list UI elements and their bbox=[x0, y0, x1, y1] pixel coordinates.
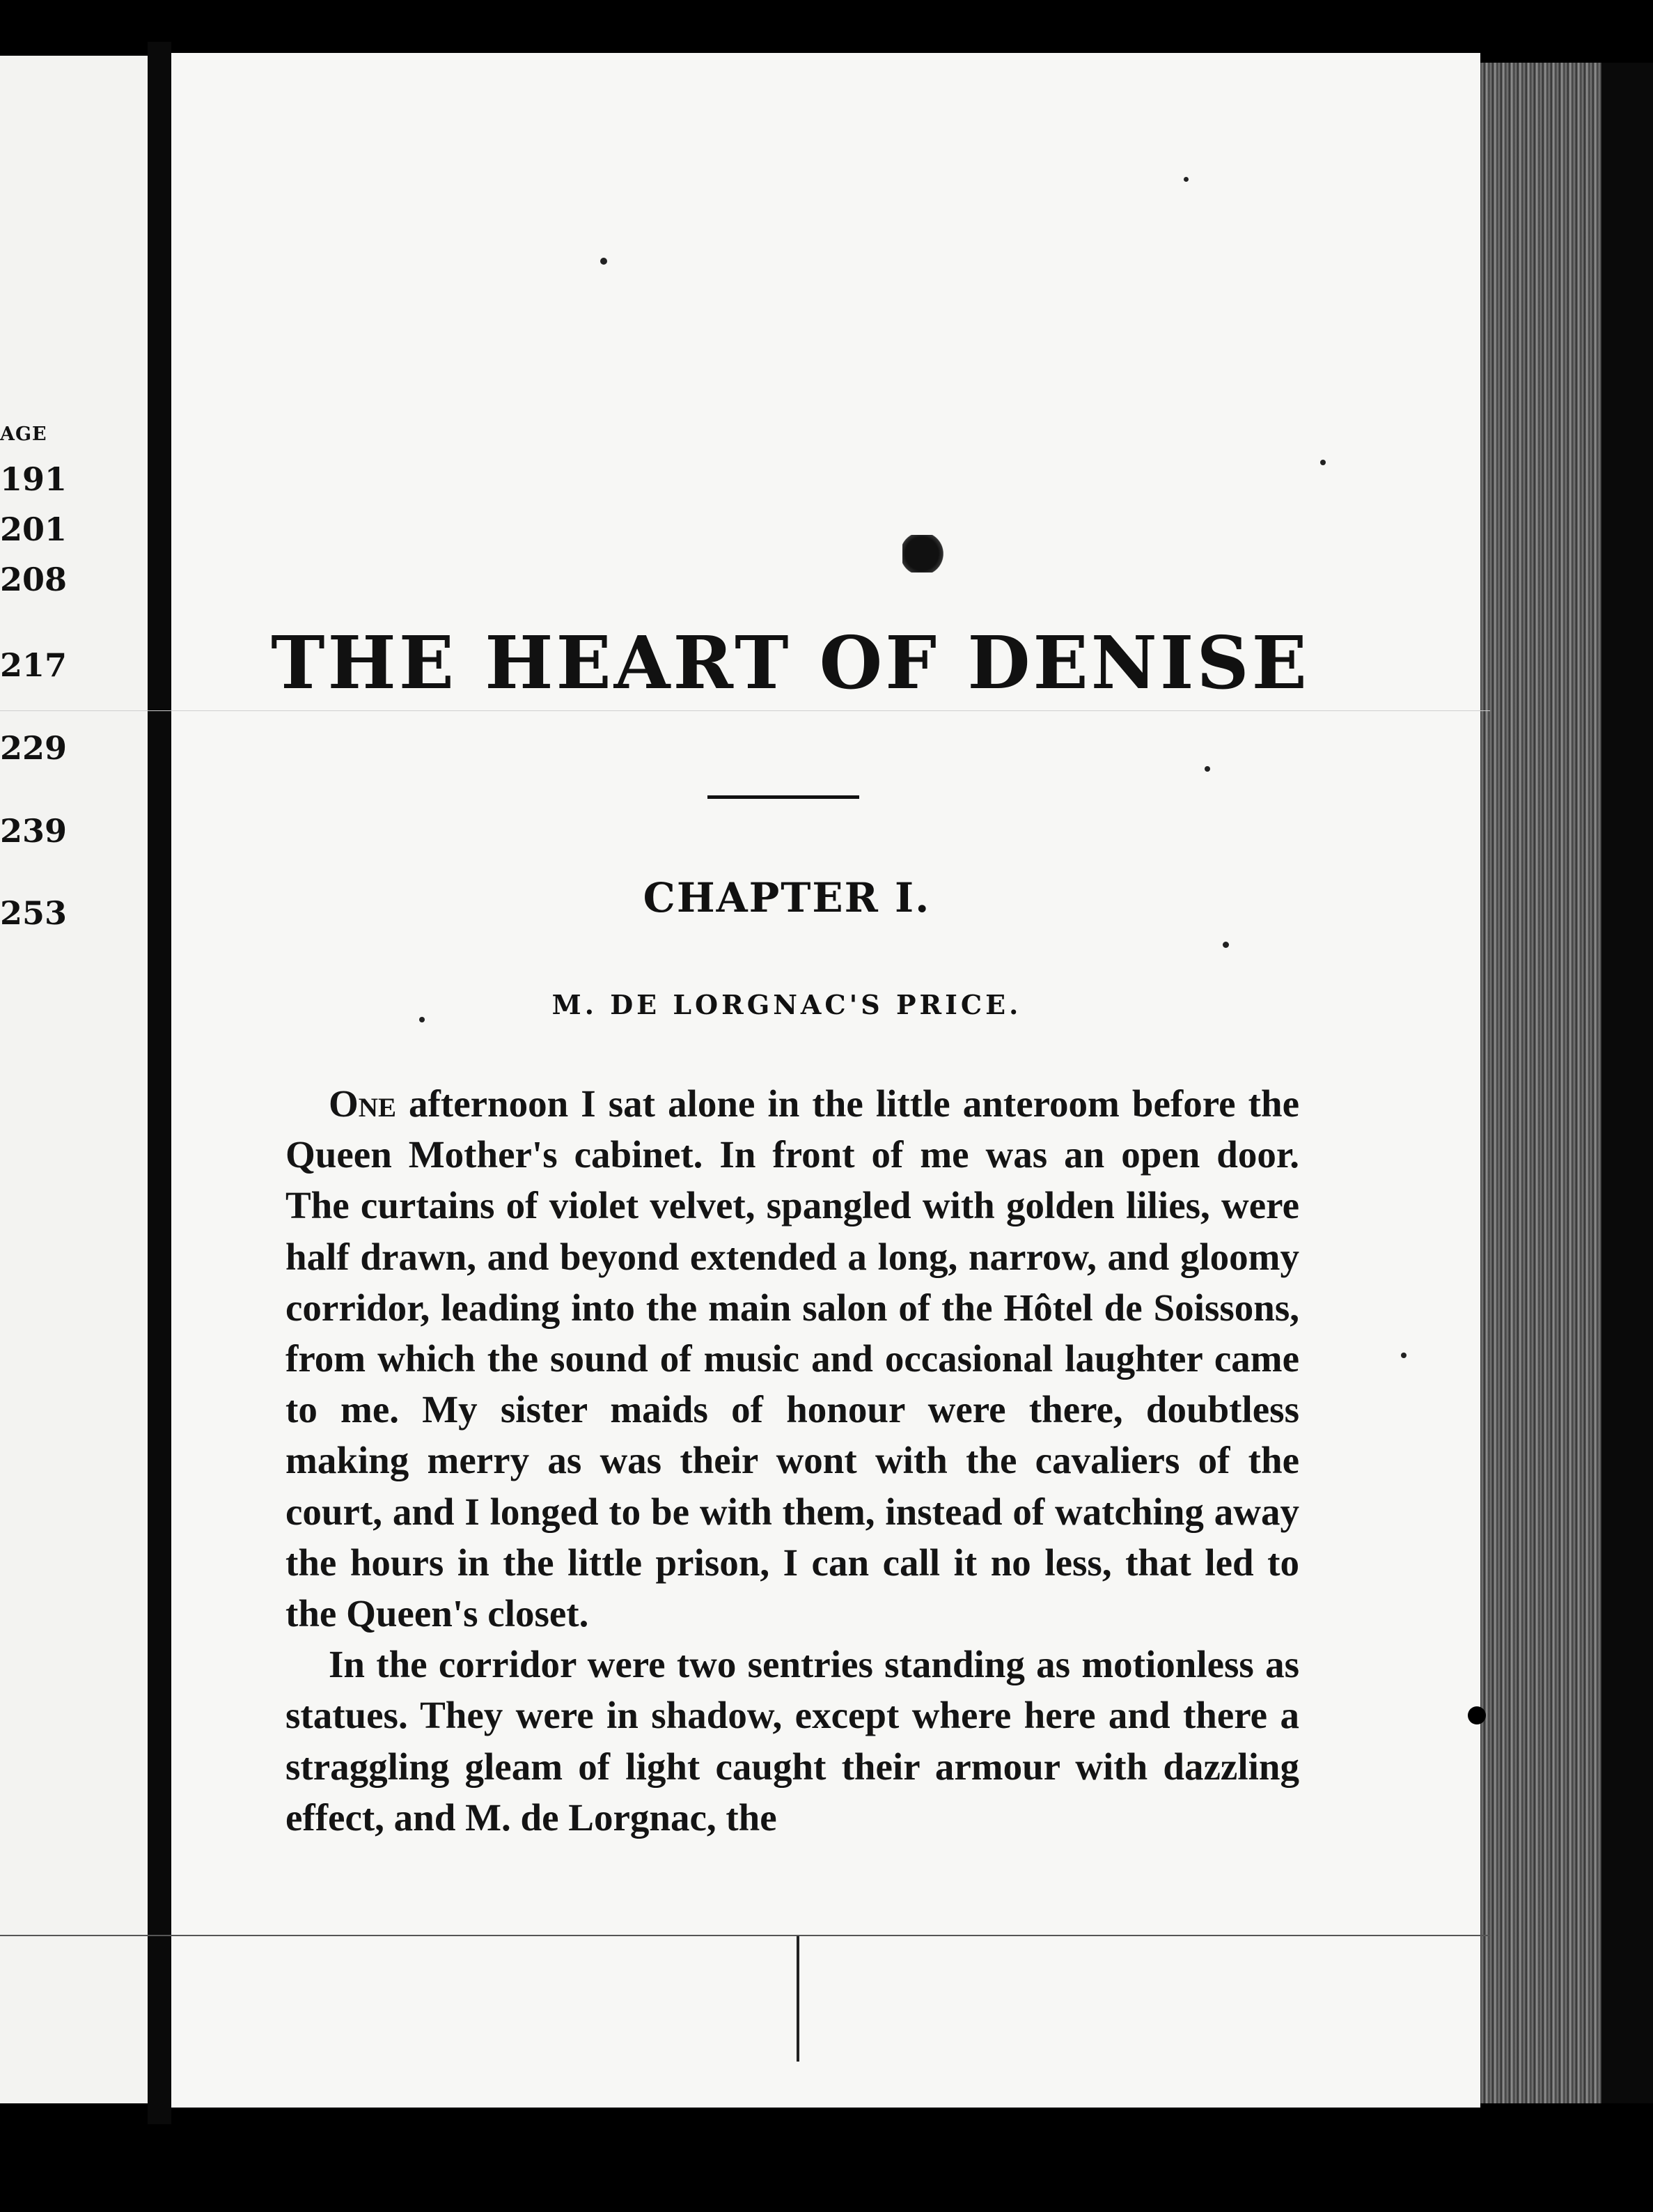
paragraph bbox=[285, 1078, 1299, 1639]
left-facing-page bbox=[0, 56, 148, 2103]
paragraph-text: afternoon I sat alone in the little anteroom before the Queen Mother's cabinet. In front of me was an open door. The curtains of violet velvet, spangled with golden lilies, were half drawn, and beyond extended a long, narrow, and gloomy corridor, leading into the main salon of the Hôtel de Soissons, from which the sound of music and occasional laughter came to me. My sister maids of honour were there, doubtless making merry as was their wont with the cavaliers of the court, and I longed to be with them, instead of watching away the hours in the little prison, I can call it no less, that led to the Queen's closet. bbox=[285, 1082, 1299, 1635]
ink-speck bbox=[419, 1017, 425, 1022]
ink-speck bbox=[1468, 1706, 1486, 1724]
book-title: THE HEART OF DENISE bbox=[271, 620, 1310, 706]
toc-page-number: 208 bbox=[0, 561, 68, 598]
ink-speck bbox=[600, 258, 607, 265]
ink-speck bbox=[1401, 1353, 1407, 1358]
ink-speck bbox=[1205, 766, 1210, 772]
paragraph bbox=[285, 1639, 1299, 1843]
paragraph-text: In the corridor were two sentries standing as motionless as statues. They were in shadow, except where here and there a straggling gleam of light caught their armour with dazzling effect, and M. de Lorgnac, the bbox=[285, 1643, 1299, 1839]
ink-speck bbox=[1223, 942, 1229, 948]
scan-artifact-line bbox=[0, 1935, 1490, 1936]
ink-speck bbox=[1320, 460, 1326, 465]
toc-page-number: 191 bbox=[0, 460, 68, 498]
scan-border bbox=[1601, 63, 1653, 2103]
chapter-heading: CHAPTER I. bbox=[643, 874, 931, 921]
title-rule bbox=[707, 795, 859, 799]
toc-page-number: 229 bbox=[0, 729, 68, 767]
paragraph-lead: One bbox=[329, 1082, 396, 1125]
toc-page-number: 239 bbox=[0, 812, 68, 850]
toc-page-number: 253 bbox=[0, 894, 68, 932]
scan-artifact-stroke bbox=[797, 1936, 799, 2062]
ink-speck bbox=[1184, 177, 1189, 182]
ink-blot-ornament bbox=[902, 535, 946, 573]
body-text bbox=[285, 1078, 1299, 1843]
toc-page-number-list bbox=[0, 56, 148, 2103]
toc-page-header: AGE bbox=[0, 423, 47, 445]
toc-page-number: 217 bbox=[0, 646, 68, 684]
scan-artifact-line bbox=[0, 710, 1490, 711]
page-edge-texture bbox=[1480, 63, 1606, 2103]
chapter-title: M. DE LORGNAC'S PRICE. bbox=[551, 989, 1022, 1020]
book-gutter bbox=[148, 42, 171, 2124]
toc-page-number: 201 bbox=[0, 511, 68, 548]
